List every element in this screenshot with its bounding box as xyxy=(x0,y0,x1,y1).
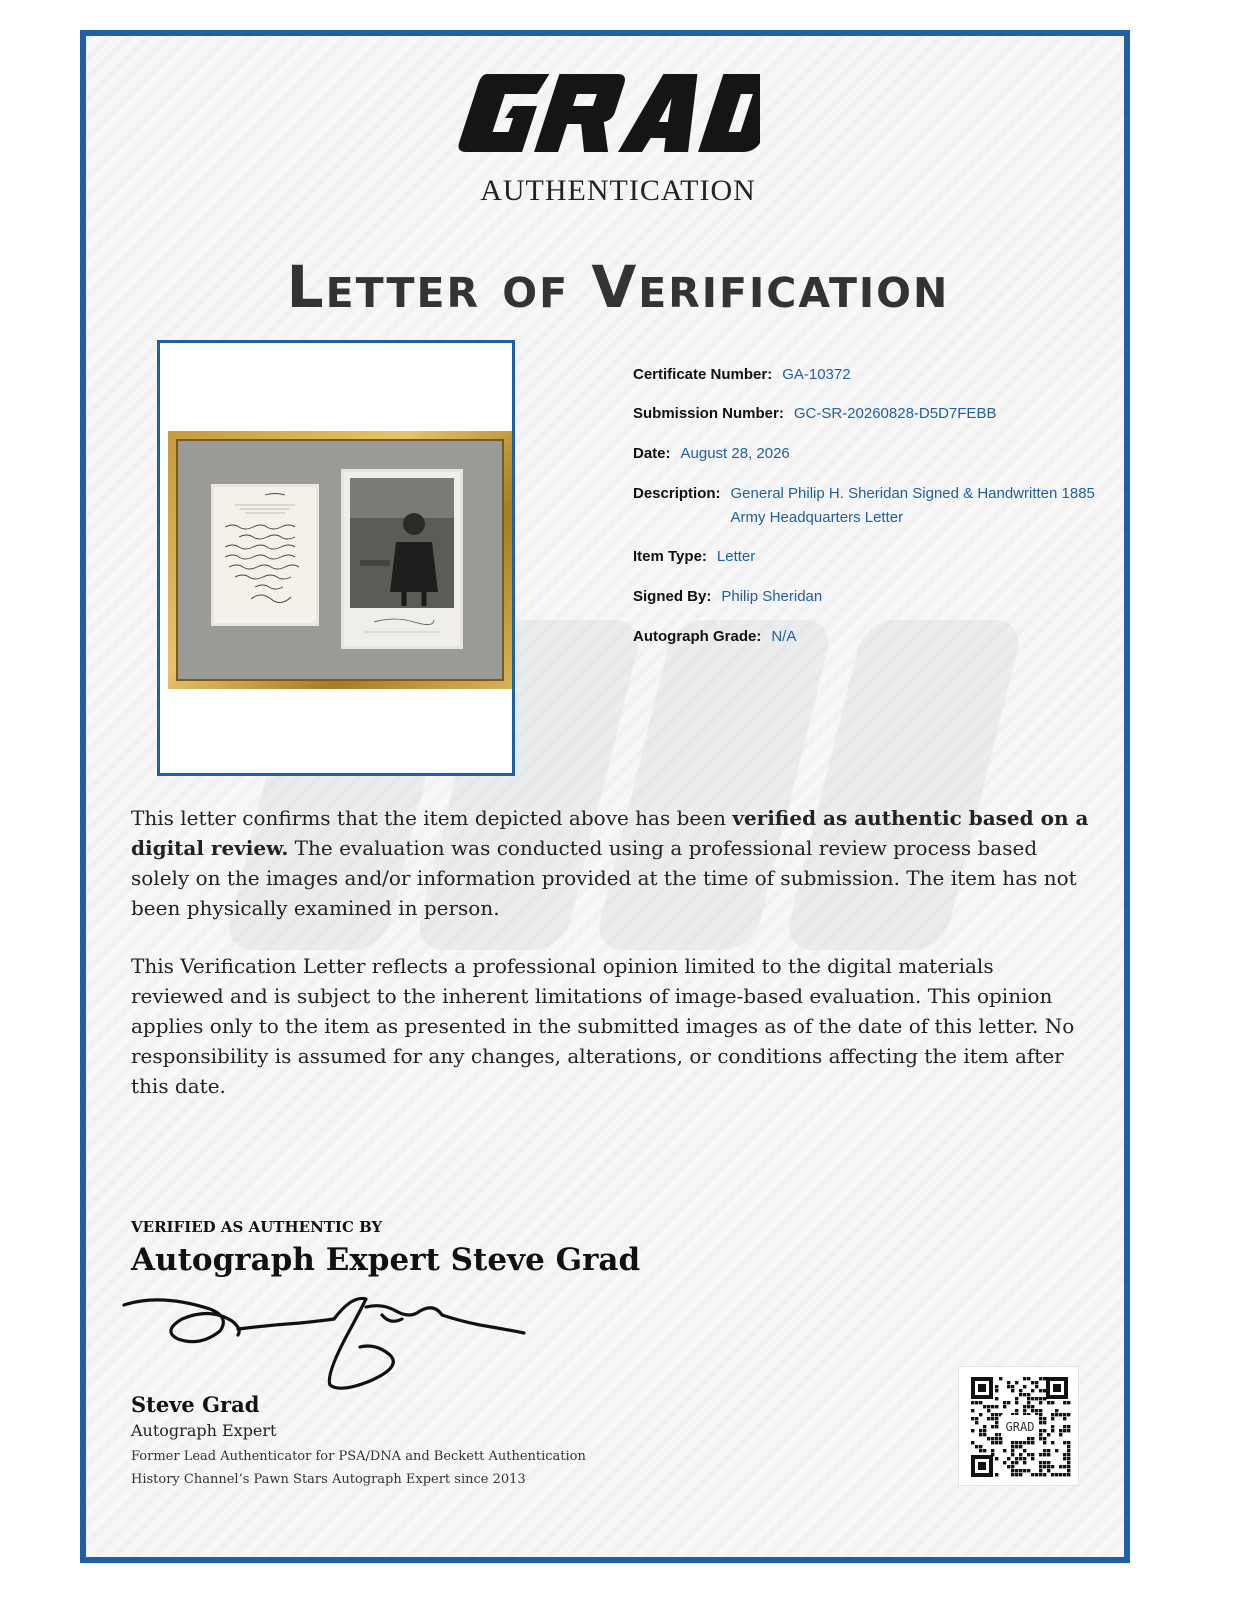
certificate-number-value: GA-10372 xyxy=(782,366,851,383)
signed-by-value: Philip Sheridan xyxy=(721,588,823,605)
date-row xyxy=(633,442,790,466)
grad-logo xyxy=(450,66,760,160)
item-type-row xyxy=(633,545,755,569)
frame-mat xyxy=(176,439,504,681)
submission-number-row xyxy=(633,402,996,426)
submission-number-value: GC-SR-20260828-D5D7FEBB xyxy=(793,405,997,422)
date-value: August 28, 2026 xyxy=(680,445,790,462)
p1-post: The evaluation was conducted using a professional review process based solely on the images and/or information provided at the time of submission. The item has not been physically examined in person. xyxy=(131,836,1077,920)
item-photo xyxy=(157,340,515,776)
credential-line-1: Former Lead Authenticator for PSA/DNA and Beckett Authentication xyxy=(131,1449,586,1464)
p1-pre: This letter confirms that the item depicted above has been xyxy=(131,806,733,830)
verified-label: VERIFIED AS AUTHENTIC BY xyxy=(131,1218,383,1236)
autograph-grade-row xyxy=(633,625,796,649)
item-type-value: Letter xyxy=(716,548,756,565)
logo-subtitle: AUTHENTICATION xyxy=(480,174,756,207)
signed-by-row xyxy=(633,585,822,609)
date-label: Date: xyxy=(633,445,671,462)
page-title: Letter of Verification xyxy=(286,253,950,321)
description-row xyxy=(633,482,1133,530)
body-paragraph-1 xyxy=(131,803,1091,923)
description-value: General Philip H. Sheridan Signed & Handwritten 1885 Army Headquarters Letter xyxy=(730,485,1095,526)
credential-line-2: History Channel’s Pawn Stars Autograph Expert since 2013 xyxy=(131,1472,526,1487)
sheridan-portrait-engraving xyxy=(341,469,463,649)
handwritten-signature xyxy=(120,1285,530,1395)
autograph-grade-label: Autograph Grade: xyxy=(633,628,762,645)
item-type-label: Item Type: xyxy=(633,548,707,565)
p1-bold: verified as authentic based on a digital review. xyxy=(131,806,1089,860)
expert-heading: Autograph Expert Steve Grad xyxy=(131,1242,641,1278)
gold-frame xyxy=(168,431,512,689)
qr-code-icon[interactable] xyxy=(958,1366,1079,1486)
submission-number-label: Submission Number: xyxy=(633,405,784,422)
signed-by-label: Signed By: xyxy=(633,588,712,605)
autograph-grade-value: N/A xyxy=(771,628,797,645)
certificate-number-label: Certificate Number: xyxy=(633,366,773,383)
body-paragraph-2: This Verification Letter reflects a professional opinion limited to the digital materials reviewed and is subject to the inherent limitations of image-based evaluation. This opinion applies only to the item as presented in the submitted images as of the date of this letter. No responsibility is assumed for any changes, alterations, or conditions affecting the item after this date. xyxy=(131,954,1075,1098)
signer-role: Autograph Expert xyxy=(131,1421,277,1440)
description-label: Description: xyxy=(633,485,721,502)
signer-name: Steve Grad xyxy=(131,1392,260,1417)
certificate-number-row xyxy=(633,363,851,387)
qr-center-text: GRAD xyxy=(1005,1420,1035,1434)
handwritten-letter-image xyxy=(211,484,319,626)
